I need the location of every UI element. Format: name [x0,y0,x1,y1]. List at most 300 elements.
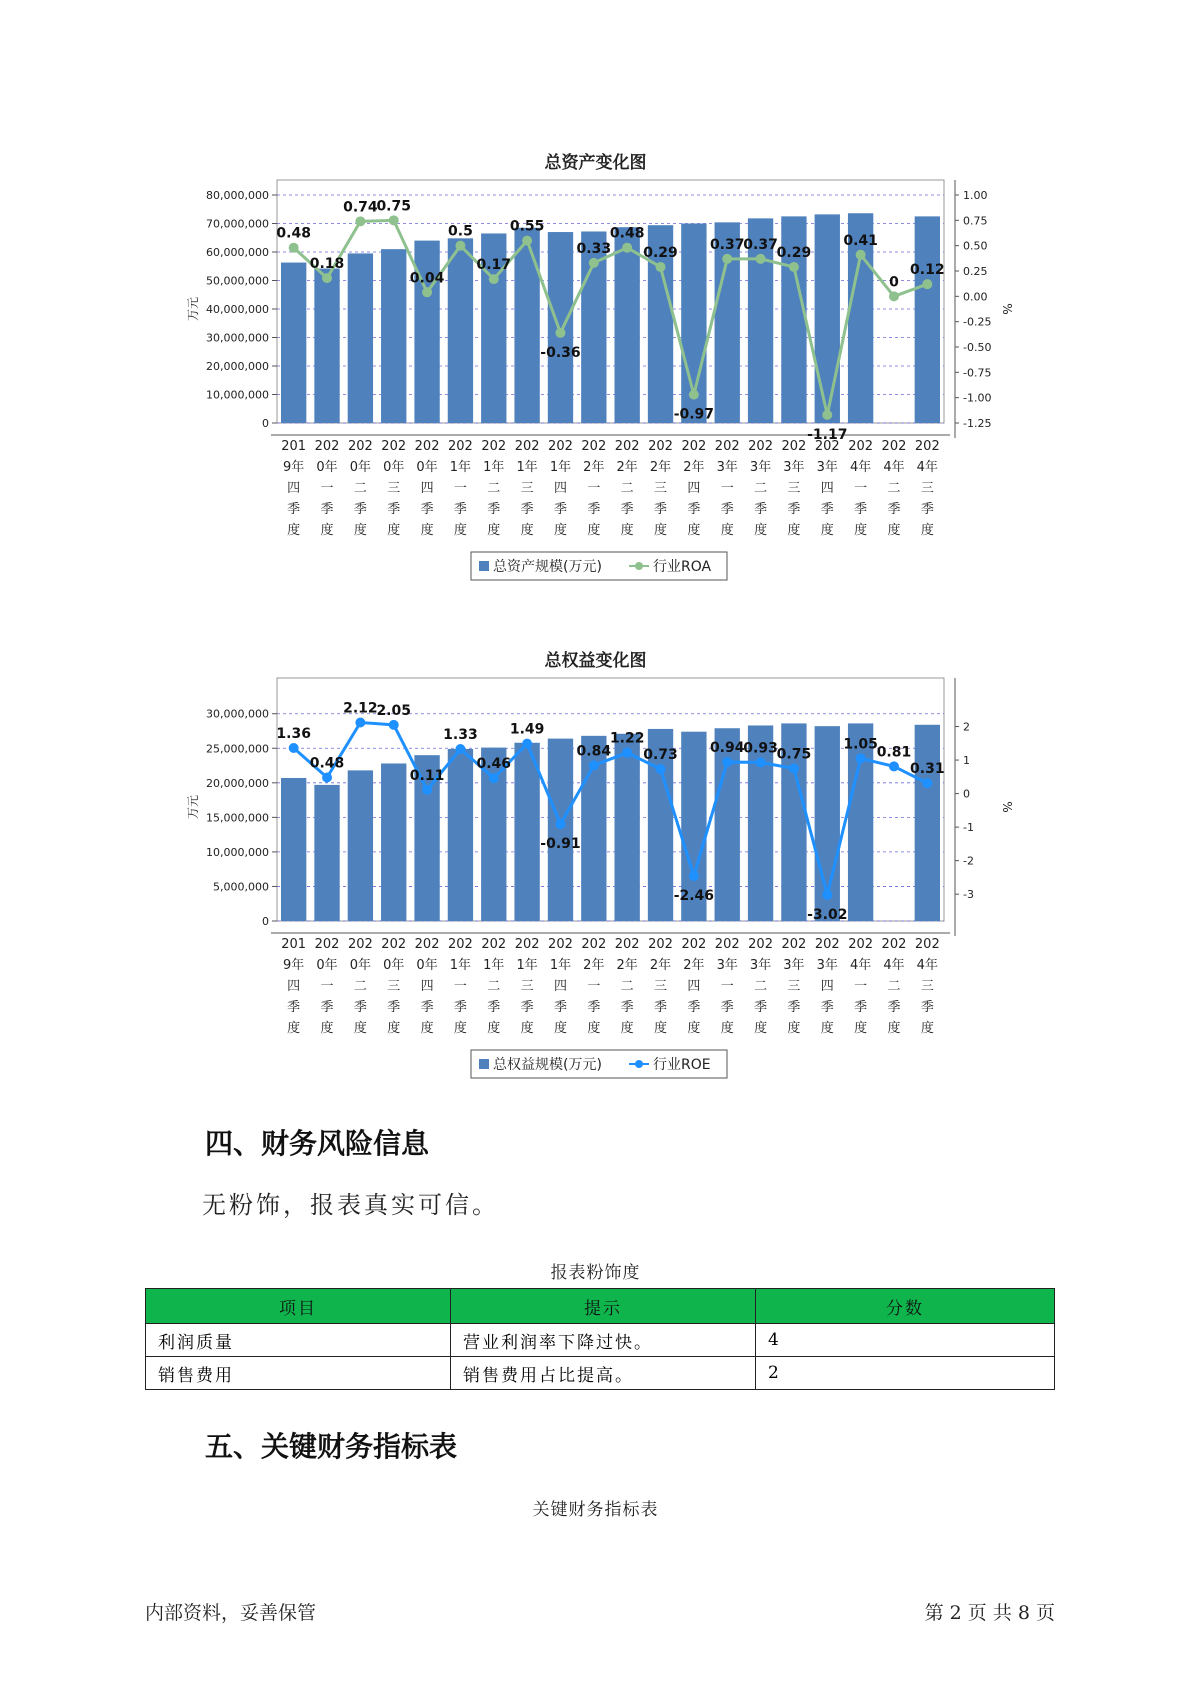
indicator-section-heading: 五、关键财务指标表 [205,1430,458,1463]
right-tick-label: -1 [963,821,974,835]
data-label: 0.55 [509,218,545,235]
x-tick-label: 季 [887,1000,901,1015]
x-tick-label: 0年 [316,460,338,475]
x-tick-label: 1年 [549,958,572,973]
x-tick-label: 三 [787,979,801,994]
data-label: 2.12 [343,700,378,717]
x-tick-label: 2年 [583,958,605,973]
x-tick-label: 202 [614,937,640,952]
bar [281,263,306,423]
x-tick-label: 度 [620,523,634,538]
bar [314,785,339,921]
x-tick-label: 度 [353,1021,367,1036]
left-tick-label: 10,000,000 [206,388,269,402]
x-tick-label: 一 [720,979,734,994]
x-tick-label: 季 [520,502,534,517]
legend-line-marker [635,562,643,570]
footer-left: 内部资料，妥善保管 [145,1602,317,1624]
x-tick-label: 二 [353,979,367,994]
x-tick-label: 202 [381,439,407,454]
x-tick-label: 度 [754,523,768,538]
x-tick-label: 度 [287,1021,301,1036]
legend-line-label: 行业ROA [653,559,712,575]
x-tick-label: 1年 [549,460,572,475]
x-tick-label: 202 [814,937,840,952]
legend-bar-swatch [479,561,489,571]
table-cell: 2 [756,1357,1055,1390]
x-tick-label: 季 [353,1000,367,1015]
x-tick-label: 202 [448,439,473,454]
x-tick-label: 度 [453,1021,467,1036]
x-tick-label: 季 [854,1000,868,1015]
line-point [856,250,866,260]
y-axis-left-label: 万元 [186,794,200,820]
x-tick-label: 度 [787,523,801,538]
y-axis-left-label: 万元 [186,296,200,322]
x-tick-label: 季 [787,1000,801,1015]
x-tick-label: 202 [881,439,907,454]
x-tick-label: 9年 [283,460,305,475]
bar [848,723,873,921]
line-point [656,764,666,774]
data-label: 0.04 [409,270,445,287]
line-point [589,760,599,770]
data-label: 0.12 [910,262,945,279]
left-tick-label: 10,000,000 [206,845,269,859]
x-tick-label: 202 [581,937,607,952]
x-tick-label: 季 [453,502,467,517]
x-tick-label: 度 [687,1021,701,1036]
left-tick-label: 5,000,000 [213,880,269,894]
line-point [489,274,499,284]
x-tick-label: 四 [687,481,701,496]
data-label: 0.84 [576,743,612,760]
line-point [489,773,499,783]
x-tick-label: 度 [520,1021,534,1036]
x-tick-label: 四 [553,481,567,496]
chart-title: 总权益变化图 [544,651,647,671]
data-label: 0.5 [448,223,473,240]
x-tick-label: 季 [654,1000,668,1015]
x-tick-label: 2年 [583,460,605,475]
x-tick-label: 度 [420,1021,434,1036]
x-tick-label: 四 [820,481,834,496]
left-tick-label: 0 [262,915,269,928]
x-tick-label: 季 [453,1000,467,1015]
data-label: 1.22 [609,730,645,747]
legend-bar-label: 总权益规模(万元) [493,1057,602,1073]
data-label: 0.18 [309,256,345,273]
line-point [722,254,732,264]
x-tick-label: 4年 [849,460,872,475]
indicator-table-caption: 关键财务指标表 [532,1500,659,1520]
line-point [422,287,432,297]
legend-bar-label: 总资产规模(万元) [493,559,602,575]
x-tick-label: 0年 [349,958,372,973]
x-tick-label: 1年 [449,460,472,475]
x-tick-label: 2年 [683,460,705,475]
x-tick-label: 3年 [749,460,772,475]
x-tick-label: 一 [854,481,868,496]
x-tick-label: 202 [848,439,874,454]
x-tick-label: 9年 [283,958,305,973]
line-point [756,757,766,767]
line-point [289,243,299,253]
line-point [389,720,399,730]
x-tick-label: 度 [353,523,367,538]
x-tick-label: 1年 [516,460,538,475]
data-label: -0.36 [540,344,581,361]
x-tick-label: 2年 [616,958,638,973]
legend-line-label: 行业ROE [653,1057,711,1073]
x-tick-label: 4年 [849,958,872,973]
x-tick-label: 度 [687,523,701,538]
x-tick-label: 度 [754,1021,768,1036]
x-tick-label: 一 [720,481,734,496]
line-point [789,763,799,773]
x-tick-label: 季 [920,502,934,517]
data-label: 1.05 [843,736,878,753]
x-tick-label: 季 [720,1000,734,1015]
x-tick-label: 四 [553,979,567,994]
y-axis-right-label: % [1000,303,1014,315]
x-tick-label: 四 [420,481,434,496]
x-tick-label: 1年 [516,958,538,973]
legend-line-marker [635,1060,643,1068]
x-tick-label: 202 [881,937,907,952]
x-tick-label: 202 [414,937,440,952]
x-tick-label: 202 [581,439,607,454]
x-tick-label: 季 [754,502,768,517]
left-tick-label: 80,000,000 [206,189,269,202]
x-tick-label: 202 [748,439,773,454]
bar [514,743,539,921]
x-tick-label: 201 [281,937,307,952]
x-tick-label: 一 [453,481,467,496]
x-tick-label: 季 [320,1000,334,1015]
x-tick-label: 度 [587,1021,601,1036]
line-point [856,753,866,763]
risk-summary-text: 无粉饰，报表真实可信。 [202,1191,499,1219]
data-label: 0.75 [376,198,411,215]
x-tick-label: 三 [787,481,801,496]
data-label: 0.33 [576,240,612,257]
line-point [289,743,299,753]
right-tick-label: 0 [963,787,970,801]
x-tick-label: 度 [820,1021,834,1036]
x-tick-label: 202 [714,937,740,952]
x-tick-label: 季 [720,502,734,517]
line-point [756,254,766,264]
x-tick-label: 三 [920,979,934,994]
right-tick-label: 0.75 [963,214,988,228]
x-tick-label: 2年 [616,460,638,475]
table-cell: 销售费用 [146,1357,451,1390]
chart-title: 总资产变化图 [544,153,647,173]
x-tick-label: 季 [820,1000,834,1015]
x-tick-label: 3年 [749,958,772,973]
left-tick-label: 20,000,000 [206,360,269,373]
line-point [789,262,799,272]
data-label: 1.49 [509,721,545,738]
x-tick-label: 度 [720,1021,734,1036]
table-cell: 利润质量 [146,1324,451,1357]
x-tick-label: 季 [620,502,634,517]
x-tick-label: 二 [487,481,501,496]
data-label: 0.48 [276,225,311,242]
right-tick-label: 1.00 [963,189,988,202]
table-cell: 销售费用占比提高。 [451,1357,756,1390]
x-tick-label: 202 [448,937,473,952]
x-tick-label: 一 [453,979,467,994]
data-label: 0.29 [776,244,812,261]
x-tick-label: 3年 [816,958,838,973]
x-tick-label: 度 [387,1021,401,1036]
data-label: 1.33 [443,726,478,743]
data-label: -2.46 [673,888,715,905]
x-tick-label: 202 [714,439,740,454]
x-tick-label: 4年 [916,958,938,973]
bar [314,269,339,423]
x-tick-label: 1年 [449,958,472,973]
total-assets-chart-svg [0,140,1191,600]
x-tick-label: 季 [553,1000,567,1015]
x-tick-label: 度 [553,523,567,538]
x-tick-label: 202 [514,439,540,454]
x-tick-label: 季 [287,1000,301,1015]
x-tick-label: 季 [587,502,601,517]
data-label: 0.17 [476,257,512,274]
right-tick-label: -2 [963,854,974,868]
x-tick-label: 季 [487,1000,501,1015]
x-tick-label: 度 [587,523,601,538]
x-tick-label: 季 [387,1000,401,1015]
left-tick-label: 15,000,000 [206,811,269,825]
x-tick-label: 三 [387,481,401,496]
left-tick-label: 0 [262,417,269,430]
data-label: 1.36 [276,725,311,742]
x-tick-label: 三 [520,979,534,994]
x-tick-label: 202 [648,439,673,454]
x-tick-label: 4年 [883,958,905,973]
bar [348,770,373,921]
legend-bar-swatch [479,1059,489,1069]
left-tick-label: 40,000,000 [206,303,269,316]
line-point [589,258,599,268]
risk-section-heading: 四、财务风险信息 [205,1127,430,1160]
bar [448,238,473,423]
y-axis-right-label: % [1000,801,1014,813]
x-tick-label: 季 [687,1000,701,1015]
line-point [355,216,365,226]
x-tick-label: 季 [687,502,701,517]
data-label: 0.94 [709,740,745,757]
x-tick-label: 度 [887,1021,901,1036]
left-tick-label: 70,000,000 [206,217,269,231]
x-tick-label: 202 [314,439,340,454]
x-tick-label: 四 [287,481,301,496]
x-tick-label: 202 [914,439,940,454]
x-tick-label: 2年 [649,460,672,475]
x-tick-label: 季 [387,502,401,517]
data-label: 0.75 [776,746,812,763]
right-tick-label: -1.25 [963,417,992,430]
x-tick-label: 3年 [816,460,838,475]
total-equity-chart [0,638,1191,1098]
line-point [522,739,532,749]
left-tick-label: 25,000,000 [206,742,269,756]
x-tick-label: 季 [754,1000,768,1015]
x-tick-label: 度 [520,523,534,538]
x-tick-label: 四 [687,979,701,994]
x-tick-label: 四 [820,979,834,994]
x-tick-label: 季 [553,502,567,517]
right-tick-label: -0.75 [963,366,992,380]
line-point [922,279,932,289]
x-tick-label: 3年 [783,958,805,973]
x-tick-label: 度 [387,523,401,538]
line-point [656,262,666,272]
line-point [422,785,432,795]
x-tick-label: 0年 [349,460,372,475]
x-tick-label: 度 [487,523,501,538]
data-label: 0.93 [743,740,778,757]
left-tick-label: 30,000,000 [206,707,269,721]
data-label: 0.29 [643,244,678,261]
right-tick-label: -0.25 [963,315,992,329]
line-point [522,236,532,246]
x-tick-label: 0年 [316,958,338,973]
x-tick-label: 度 [487,1021,501,1036]
x-tick-label: 一 [587,481,601,496]
right-tick-label: 0.00 [963,290,988,304]
x-tick-label: 3年 [783,460,805,475]
bar [548,739,573,921]
x-tick-label: 三 [654,979,668,994]
bar [615,227,640,423]
x-tick-label: 度 [854,523,868,538]
line-point [889,291,899,301]
bar [548,232,573,423]
x-tick-label: 季 [787,502,801,517]
x-tick-label: 二 [620,481,634,496]
bar [281,778,306,921]
total-equity-chart-svg [0,638,1191,1098]
right-tick-label: -0.50 [963,341,992,354]
x-tick-label: 季 [920,1000,934,1015]
x-tick-label: 202 [548,439,573,454]
x-tick-label: 度 [920,1021,934,1036]
bar [381,249,406,423]
table-header-row [146,1289,1055,1324]
line-point [689,390,699,400]
column-header-hint: 提示 [451,1289,756,1324]
x-tick-label: 度 [787,1021,801,1036]
bar [615,734,640,921]
left-tick-label: 50,000,000 [206,274,269,288]
x-tick-label: 202 [814,439,840,454]
risk-table-caption: 报表粉饰度 [550,1263,641,1283]
x-tick-label: 二 [620,979,634,994]
line-point [889,761,899,771]
bar [414,241,439,423]
x-tick-label: 季 [887,502,901,517]
right-tick-label: 0.50 [963,239,988,253]
x-tick-label: 1年 [483,460,505,475]
line-point [622,243,632,253]
x-tick-label: 季 [820,502,834,517]
x-tick-label: 4年 [916,460,938,475]
x-tick-label: 季 [620,1000,634,1015]
bar [348,253,373,423]
x-tick-label: 三 [387,979,401,994]
x-tick-label: 2年 [649,958,672,973]
x-tick-label: 一 [320,979,334,994]
data-label: -0.91 [540,836,581,853]
x-tick-label: 一 [320,481,334,496]
x-tick-label: 二 [487,979,501,994]
data-label: -3.02 [807,906,848,923]
x-tick-label: 202 [748,937,773,952]
x-tick-label: 季 [854,502,868,517]
x-tick-label: 季 [487,502,501,517]
data-label: 0.81 [876,744,912,761]
x-tick-label: 202 [781,937,807,952]
line-point [455,241,465,251]
x-tick-label: 度 [920,523,934,538]
x-tick-label: 季 [420,502,434,517]
x-tick-label: 4年 [883,460,905,475]
x-tick-label: 2年 [683,958,705,973]
left-tick-label: 60,000,000 [206,246,269,259]
bar [815,214,840,423]
x-tick-label: 202 [347,439,373,454]
x-tick-label: 三 [654,481,668,496]
line-point [555,819,565,829]
x-tick-label: 202 [681,937,707,952]
x-tick-label: 季 [287,502,301,517]
x-tick-label: 季 [654,502,668,517]
x-tick-label: 一 [854,979,868,994]
column-header-score: 分数 [756,1289,1055,1324]
x-tick-label: 二 [754,979,768,994]
bar [514,228,539,423]
bar [915,725,940,921]
line-point [322,273,332,283]
line-point [622,748,632,758]
data-label: -1.17 [807,426,848,443]
x-tick-label: 3年 [716,460,738,475]
right-tick-label: 2 [963,720,970,734]
x-tick-label: 度 [287,523,301,538]
x-tick-label: 0年 [416,460,438,475]
x-tick-label: 1年 [483,958,505,973]
data-label: 0.11 [409,767,445,784]
data-label: 0.48 [309,755,345,772]
right-tick-label: 0.25 [963,265,988,278]
data-label: 0.37 [709,236,745,253]
data-label: 0.48 [609,225,645,242]
x-tick-label: 二 [887,481,901,496]
x-tick-label: 二 [754,481,768,496]
x-tick-label: 度 [720,523,734,538]
x-tick-label: 季 [320,502,334,517]
x-tick-label: 3年 [716,958,738,973]
x-tick-label: 202 [548,937,573,952]
x-tick-label: 二 [353,481,367,496]
x-tick-label: 度 [553,1021,567,1036]
line-point [389,215,399,225]
